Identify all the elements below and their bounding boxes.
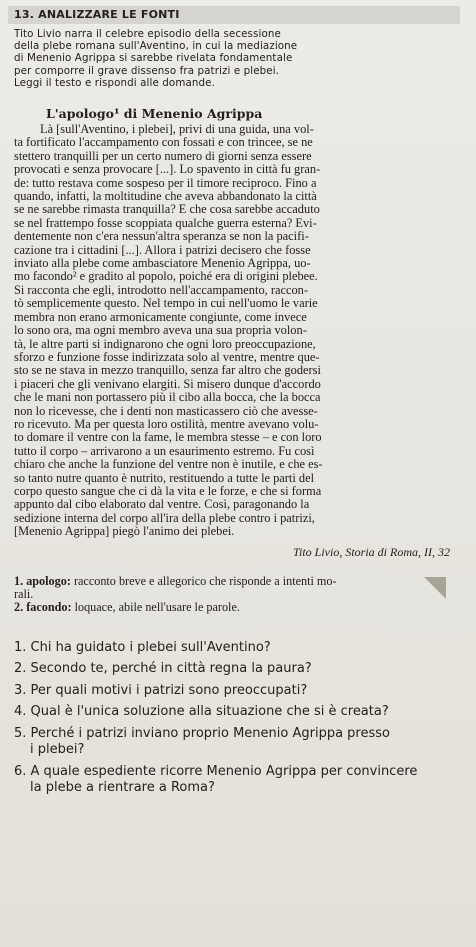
text-line: provocati e senza provocare [...]. Lo spavento in città fu gran- [14,162,321,177]
question-text: 1. Chi ha guidato i plebei sull'Aventino? [14,639,271,655]
source-text-body [14,123,456,539]
text-line: cazione tra i cittadini [...]. Allora i patrizi decisero che fosse [14,242,311,257]
text-line: corpo questo sangue che ci dà la vita e le forze, e che si forma [14,483,322,498]
footnote-term: 1. apologo: [14,573,71,588]
footnote [14,575,456,588]
exercise-intro [14,28,456,89]
text-line: che le mani non portassero più il cibo alla bocca, che la bocca [14,390,321,405]
source-text-title: L'apologo¹ di Menenio Agrippa [46,106,263,122]
text-line: dentemente non c'era nessun'altra speranza se non la pacifi- [14,229,309,244]
footnotes [14,575,456,614]
text-line: non lo ricevesse, che i denti non masticassero ciò che avesse- [14,403,318,418]
text-line: Là [sull'Aventino, i plebei], privi di una guida, una vol- [40,122,314,137]
text-line: tà, le altre parti si indignarono che ogni loro preoccupazione, [14,336,316,351]
intro-line: di Menenio Agrippa si sarebbe rivelata fondamentale [14,52,293,65]
text-line: i piaceri che gli venivano elargiti. Si misero dunque d'accordo [14,376,321,391]
intro-line: Tito Livio narra il celebre episodio della secessione [14,28,281,40]
text-line: [Menenio Agrippa] piegò l'animo dei plebei. [14,524,235,539]
question-text: 6. A quale espediente ricorre Menenio Agrippa per convincere [14,763,418,779]
question-item [14,726,456,759]
footnote-term: 2. facondo: [14,599,72,614]
question-text: 4. Qual è l'unica soluzione alla situazione che si è creata? [14,704,389,720]
text-line: tò semplicemente questo. Nel tempo in cui nell'uomo le varie [14,296,318,311]
text-line: sedizione interna del corpo all'ira della plebe contro i patrizi, [14,510,315,525]
question-list [14,640,456,797]
text-line: so tanto nutre quanto è nutrito, restituendo a tutte le parti del [14,470,315,485]
question-item [14,764,456,797]
exercise-heading: 13. ANALIZZARE LE FONTI [8,6,460,24]
intro-line: della plebe romana sull'Aventino, in cui la mediazione [14,40,298,53]
text-line: de: tutto restava come sospeso per il timore reciproco. Fino a [14,175,317,190]
text-line: chiaro che anche la funzione del ventre non è inutile, e che es- [14,457,323,472]
intro-line: Leggi il testo e rispondi alle domande. [14,76,215,89]
text-line: ro ricevuto. Ma per questa loro ostilità, mentre avevano volu- [14,416,319,431]
footnote [14,601,456,614]
intro-line: per comporre il grave dissenso fra patrizi e plebei. [14,64,280,77]
text-line: inviato alla plebe come ambasciatore Menenio Agrippa, uo- [14,256,311,271]
question-text: 3. Per quali motivi i patrizi sono preoccupati? [14,682,308,698]
question-item [14,661,456,678]
source-citation: Tito Livio, Storia di Roma, II, 32 [292,544,450,559]
text-line: quando, infatti, la moltitudine che aveva abbandonato la città [14,189,317,204]
text-line: se nel frattempo fosse scoppiata qualche guerra esterna? Evi- [14,215,317,230]
text-line: Si racconta che egli, introdotto nell'accampamento, raccon- [14,282,308,297]
footnote-text: rali. [14,586,34,601]
text-line: se ne sarebbe rimasta tranquilla? E che cosa sarebbe accaduto [14,202,320,217]
text-line: sforzo e funzione fosse indirizzata solo al ventre, mentre que- [14,349,320,364]
text-line: membra non erano armonicamente congiunte, come invece [14,309,307,324]
question-text: 2. Secondo te, perché in città regna la paura? [14,661,312,677]
question-item [14,683,456,700]
text-line: sto se ne stava in mezzo tranquillo, senza far altro che godersi [14,363,321,378]
text-line: tutto il corpo – arrivarono a un esaurimento estremo. Fu così [14,443,315,458]
text-line: lo sono ora, ma ogni membro aveva una sua propria volon- [14,323,307,338]
question-text-continued: i plebei? [30,742,85,758]
text-line: ta fortificato l'accampamento con fossati e con trincee, se ne [14,135,313,150]
question-text: 5. Perché i patrizi inviano proprio Menenio Agrippa presso [14,725,390,741]
question-text-continued: la plebe a rientrare a Roma? [30,780,215,796]
question-item [14,640,456,657]
footnote-text: racconto breve e allegorico che risponde a intenti mo- [70,573,337,588]
footnote-text: loquace, abile nell'usare le parole. [71,599,240,614]
text-line: appunto dal cibo elaborato dal ventre. Così, paragonando la [14,497,310,512]
text-line: mo facondo² e gradito al popolo, poiché era di origini plebee. [14,269,318,284]
text-line: stettero tranquilli per un certo numero di giorni senza essere [14,148,312,163]
question-item [14,704,456,721]
text-line: to domare il ventre con la fame, le membra stesse – e con loro [14,430,322,445]
corner-triangle-icon [424,577,446,599]
